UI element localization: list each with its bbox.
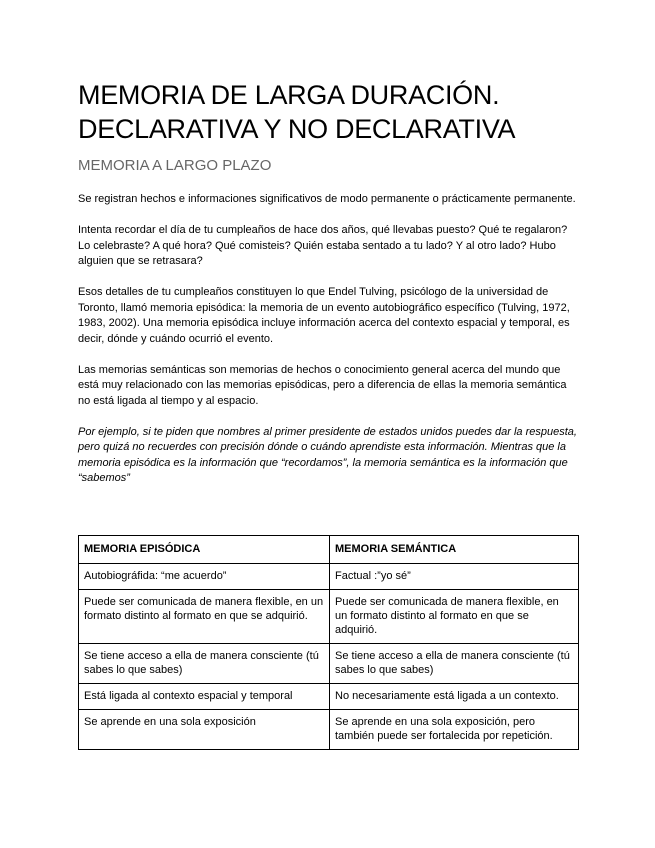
title-line-1: MEMORIA DE LARGA DURACIÓN. [78,80,500,110]
table-cell: Se aprende en una sola exposición [79,710,330,750]
paragraph-2: Intenta recordar el día de tu cumpleaños de hace dos años, qué llevabas puesto? Qué te regalaron? Lo celebraste? A qué hora? Qué comisteis? Quién estaba sentado a tu lado? Y al otro lado? Hubo alguien que se retrasara? [78,224,568,267]
document-title [78,78,578,146]
table-row [79,684,579,710]
table-cell: Se tiene acceso a ella de manera consciente (tú sabes lo que sabes) [330,644,579,684]
header-episodic: MEMORIA EPISÓDICA [79,536,330,564]
comparison-table [78,535,579,750]
paragraph-1: Se registran hechos e informaciones significativos de modo permanente o prácticamente permanente. [78,193,576,205]
table-cell: Autobiográfida: “me acuerdo” [79,564,330,590]
table-cell: Está ligada al contexto espacial y temporal [79,684,330,710]
table-cell: Puede ser comunicada de manera flexible, en un formato distinto al formato en que se adquirió. [330,590,579,644]
table-row [79,590,579,644]
paragraph-3: Esos detalles de tu cumpleaños constituyen lo que Endel Tulving, psicólogo de la universidad de Toronto, llamó memoria episódica: la memoria de un evento autobiográfico específico (Tulving, 1972, 1983, 2002). Una memoria episódica incluye información acerca del contexto espacial y temporal, es decir, dónde y cuándo ocurrió el evento. [78,286,570,345]
header-semantic: MEMORIA SEMÁNTICA [330,536,579,564]
paragraph-4: Las memorias semánticas son memorias de hechos o conocimiento general acerca del mundo que está muy relacionado con las memorias episódicas, pero a diferencia de ellas la memoria semántica no está ligada al tiempo y al espacio. [78,363,567,407]
table-cell: No necesariamente está ligada a un contexto. [330,684,579,710]
title-line-2: DECLARATIVA Y NO DECLARATIVA [78,114,516,144]
document-subtitle: MEMORIA A LARGO PLAZO [78,157,272,174]
table-row [79,564,579,590]
table-header-row [79,536,579,564]
document-page [78,78,578,487]
table-cell: Puede ser comunicada de manera flexible, en un formato distinto al formato en que se adquirió. [79,590,330,644]
table-cell: Factual :”yo sé” [330,564,579,590]
table-row [79,644,579,684]
table-row [79,710,579,750]
example-paragraph: Por ejemplo, si te piden que nombres al primer presidente de estados unidos puedes dar la respuesta, pero quizá no recuerdes con precisión dónde o cuándo aprendiste esta información. Mientras que la memoria episódica es la información que “recordamos”, la memoria semántica es la información que “sabemos” [78,425,577,484]
table-cell: Se tiene acceso a ella de manera consciente (tú sabes lo que sabes) [79,644,330,684]
table-cell: Se aprende en una sola exposición, pero también puede ser fortalecida por repetición. [330,710,579,750]
